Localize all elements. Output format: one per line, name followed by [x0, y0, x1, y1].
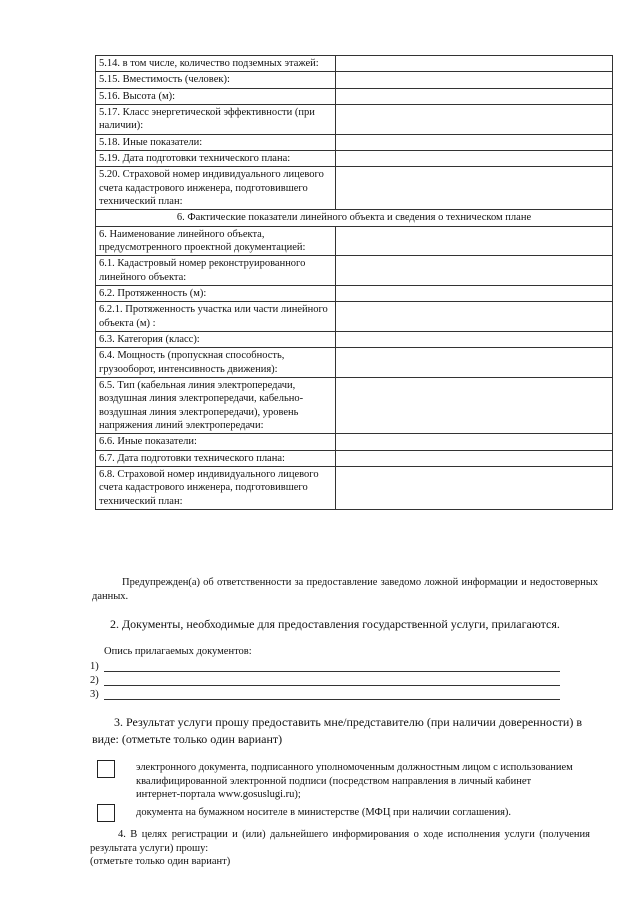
- field-label: 5.18. Иные показатели:: [96, 134, 336, 150]
- table-row: [96, 72, 613, 88]
- documents-heading: 2. Документы, необходимые для предоставления государственной услуги, прилагаются.: [110, 617, 560, 631]
- table-row: [96, 150, 613, 166]
- field-value-cell[interactable]: [336, 302, 613, 332]
- section-heading: 6. Фактические показатели линейного объекта и сведения о техническом плане: [96, 210, 613, 226]
- field-value-cell[interactable]: [336, 450, 613, 466]
- document-line-number: 3): [90, 689, 99, 700]
- underline: [104, 671, 560, 672]
- electronic-document-option-label: электронного документа, подписанного уполномоченным должностным лицом с использованием квалифицированной электронной подписи (посредством направления в личный кабинет интернет-портала www.gosuslugi.ru);: [136, 762, 573, 801]
- table-row: [96, 88, 613, 104]
- field-value-cell[interactable]: [336, 331, 613, 347]
- field-value-cell[interactable]: [336, 167, 613, 210]
- table-row: [96, 167, 613, 210]
- table-row: [96, 302, 613, 332]
- document-line-1[interactable]: [90, 661, 560, 673]
- table-row: [96, 285, 613, 301]
- field-value-cell[interactable]: [336, 88, 613, 104]
- field-label: 6.1. Кадастровый номер реконструированного линейного объекта:: [96, 256, 336, 286]
- field-value-cell[interactable]: [336, 104, 613, 134]
- field-label: 6.6. Иные показатели:: [96, 434, 336, 450]
- table-row: [96, 56, 613, 72]
- paper-document-checkbox[interactable]: [97, 804, 115, 822]
- document-line-number: 2): [90, 675, 99, 686]
- document-inventory-title: Опись прилагаемых документов:: [104, 646, 252, 657]
- field-value-cell[interactable]: [336, 72, 613, 88]
- electronic-document-checkbox[interactable]: [97, 760, 115, 778]
- notification-paragraph: [90, 828, 590, 869]
- document-line-number: 1): [90, 661, 99, 672]
- table-row: [96, 331, 613, 347]
- table-row: [96, 256, 613, 286]
- table-row: [96, 226, 613, 256]
- object-indicators-table: [95, 55, 613, 510]
- notification-note: (отметьте только один вариант): [90, 856, 231, 868]
- field-value-cell[interactable]: [336, 256, 613, 286]
- table-section-row: [96, 210, 613, 226]
- field-label: 6.8. Страховой номер индивидуального лицевого счета кадастрового инженера, подготовившего технический план:: [96, 466, 336, 509]
- field-value-cell[interactable]: [336, 150, 613, 166]
- document-line-2[interactable]: [90, 675, 560, 687]
- field-label: 6.3. Категория (класс):: [96, 331, 336, 347]
- field-label: 5.20. Страховой номер индивидуального лицевого счета кадастрового инженера, подготовившего технический план:: [96, 167, 336, 210]
- document-line-3[interactable]: [90, 689, 560, 701]
- field-value-cell[interactable]: [336, 56, 613, 72]
- field-label: 5.19. Дата подготовки технического плана:: [96, 150, 336, 166]
- field-value-cell[interactable]: [336, 348, 613, 378]
- table-row: [96, 450, 613, 466]
- field-value-cell[interactable]: [336, 134, 613, 150]
- field-label: 6.5. Тип (кабельная линия электропередачи, воздушная линия электропередачи, кабельно-воздушная линия электропередачи), уровень напряжения линий электропередачи:: [96, 377, 336, 433]
- field-label: 5.14. в том числе, количество подземных этажей:: [96, 56, 336, 72]
- field-label: 6. Наименование линейного объекта, предусмотренного проектной документацией:: [96, 226, 336, 256]
- field-label: 5.17. Класс энергетической эффективности (при наличии):: [96, 104, 336, 134]
- underline: [104, 685, 560, 686]
- field-value-cell[interactable]: [336, 285, 613, 301]
- notification-text: 4. В целях регистрации и (или) дальнейшего информирования о ходе исполнения услуги (получения результата услуги) прошу:: [90, 829, 590, 854]
- field-label: 6.2. Протяженность (м):: [96, 285, 336, 301]
- field-label: 6.7. Дата подготовки технического плана:: [96, 450, 336, 466]
- table-row: [96, 104, 613, 134]
- field-label: 6.4. Мощность (пропускная способность, грузооборот, интенсивность движения):: [96, 348, 336, 378]
- table-row: [96, 377, 613, 433]
- paper-document-option-label: документа на бумажном носителе в министерстве (МФЦ при наличии соглашения).: [136, 807, 512, 818]
- field-label: 5.16. Высота (м):: [96, 88, 336, 104]
- field-value-cell[interactable]: [336, 377, 613, 433]
- table-row: [96, 348, 613, 378]
- underline: [104, 699, 560, 700]
- liability-warning: Предупрежден(а) об ответственности за предоставление заведомо ложной информации и недостоверных данных.: [92, 577, 598, 602]
- field-value-cell[interactable]: [336, 226, 613, 256]
- field-value-cell[interactable]: [336, 466, 613, 509]
- table-row: [96, 466, 613, 509]
- field-label: 6.2.1. Протяженность участка или части линейного объекта (м) :: [96, 302, 336, 332]
- table-row: [96, 134, 613, 150]
- result-format-paragraph: 3. Результат услуги прошу предоставить мне/представителю (при наличии доверенности) в виде: (отметьте только один вариант): [92, 715, 582, 747]
- field-label: 5.15. Вместимость (человек):: [96, 72, 336, 88]
- table-row: [96, 434, 613, 450]
- field-value-cell[interactable]: [336, 434, 613, 450]
